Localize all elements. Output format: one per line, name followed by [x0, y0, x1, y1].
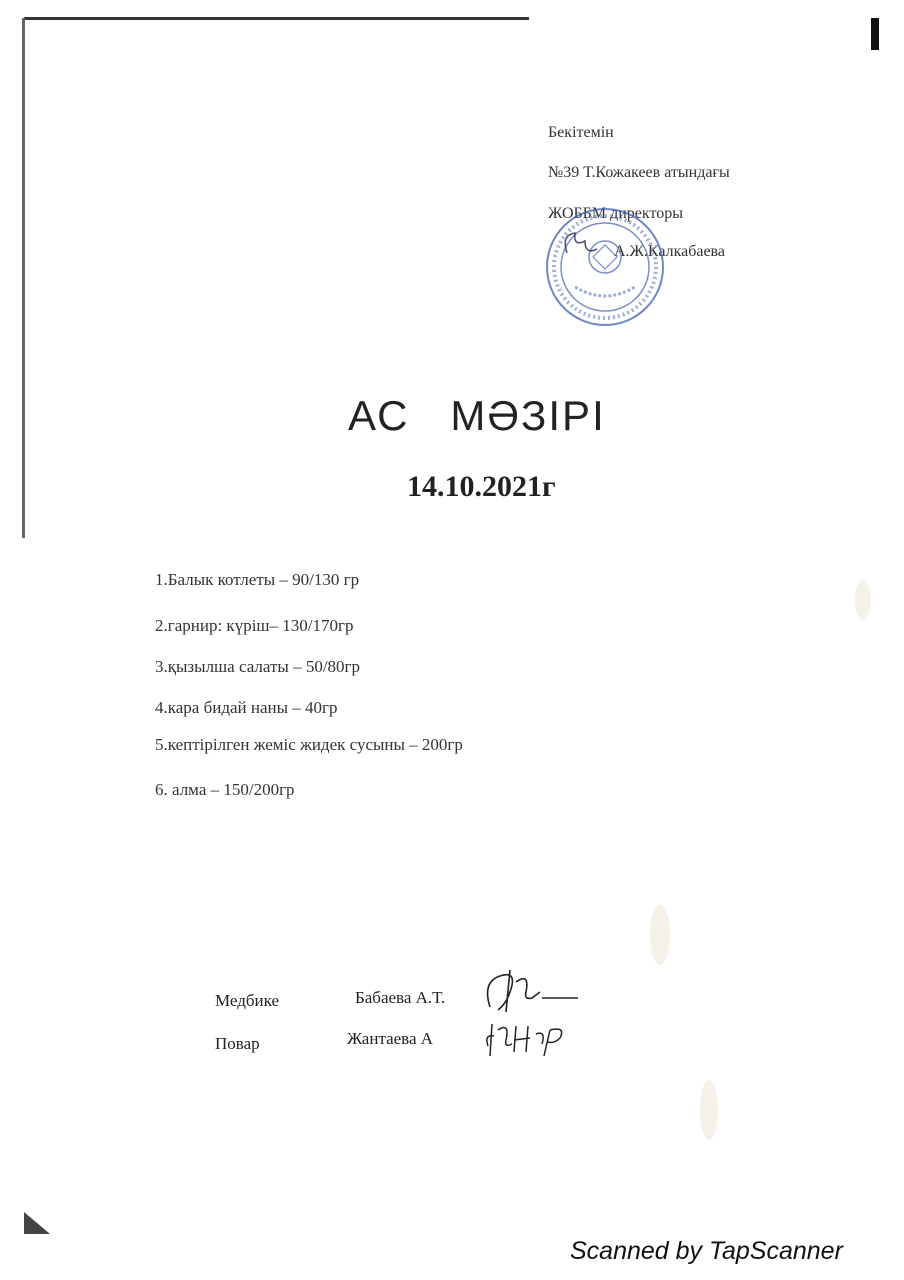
approval-line: ЖОББМ директоры [548, 205, 683, 222]
official-stamp [545, 205, 725, 335]
signature-name: Жантаева А [347, 1029, 434, 1048]
approval-line: Бекітемін [548, 124, 614, 141]
menu-item: 4.кара бидай наны – 40гр [155, 698, 338, 717]
scan-smudge [700, 1080, 718, 1140]
scan-edge-right [871, 18, 879, 50]
handwritten-signature [480, 1016, 580, 1066]
menu-item: 2.гарнир: күріш– 130/170гр [155, 616, 354, 635]
scan-smudge [650, 905, 670, 965]
scan-smudge [855, 580, 871, 620]
handwritten-signature [480, 962, 590, 1022]
menu-item: 6. алма – 150/200гр [155, 780, 295, 799]
page-title: АС МӘЗІРІ [348, 392, 606, 439]
approval-line: А.Ж.Калкабаева [614, 243, 725, 260]
scanner-watermark: Scanned by TapScanner [570, 1237, 843, 1265]
menu-item: 1.Балык котлеты – 90/130 гр [155, 570, 360, 589]
approval-line: №39 Т.Кожакеев атындағы [548, 164, 730, 181]
menu-item: 5.кептірілген жеміс жидек сусыны – 200гр [155, 735, 463, 754]
signature-role: Повар [215, 1034, 260, 1053]
menu-date: 14.10.2021г [407, 470, 556, 503]
scan-edge-top [24, 17, 529, 20]
signature-name: Бабаева А.Т. [355, 988, 446, 1007]
signature-role: Медбике [215, 991, 279, 1010]
scan-edge-left [22, 18, 25, 538]
scan-edge-corner [24, 1212, 50, 1234]
menu-item: 3.қызылша салаты – 50/80гр [155, 657, 361, 676]
